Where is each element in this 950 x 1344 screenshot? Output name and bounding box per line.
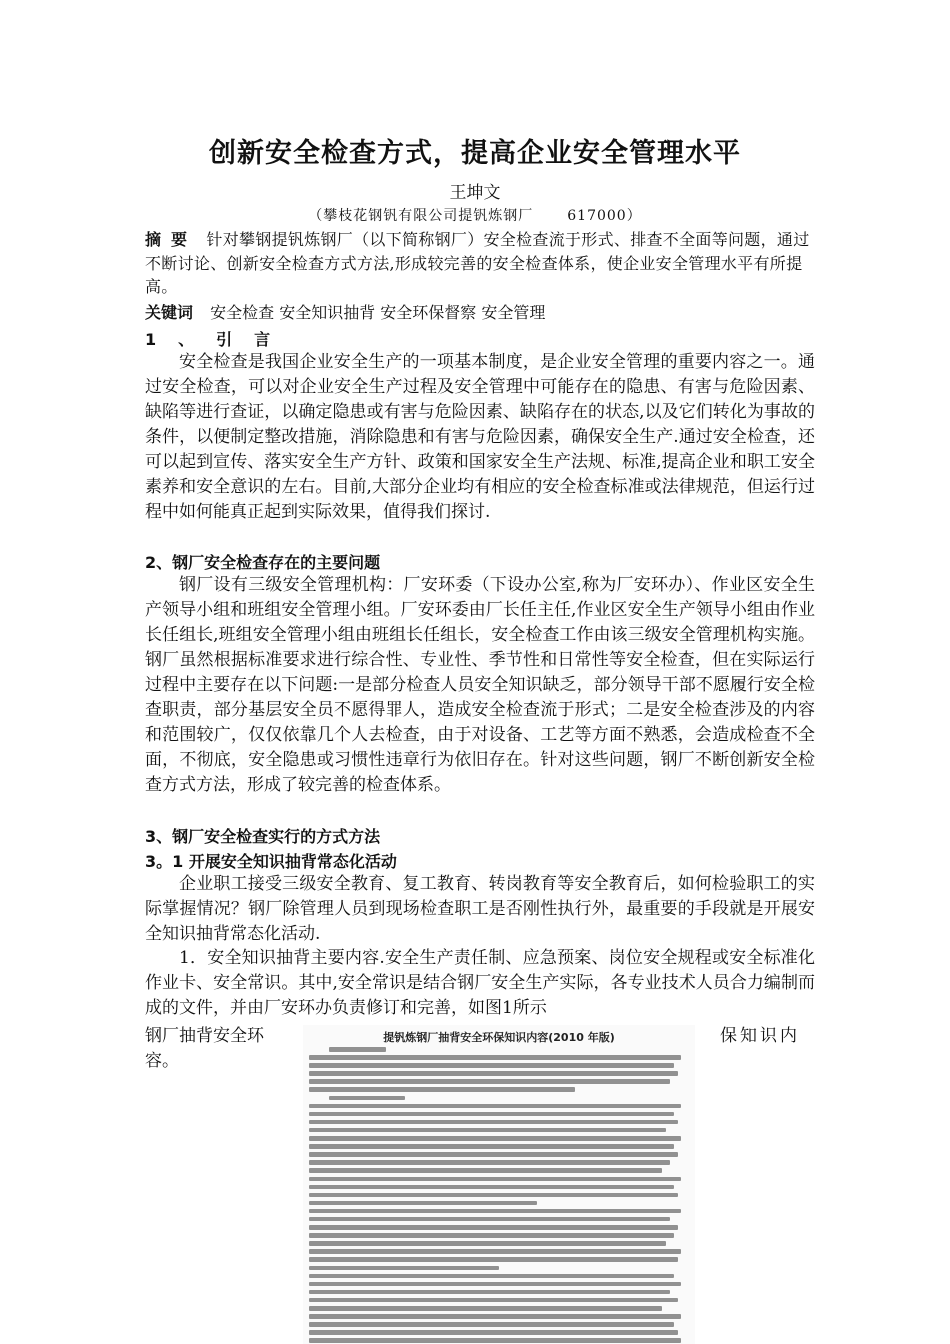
figure-text-line [309, 1201, 537, 1206]
abstract [145, 228, 815, 299]
keywords-text: 安全检查 安全知识抽背 安全环保督察 安全管理 [210, 303, 546, 322]
figure-text-line [309, 1071, 678, 1076]
section-heading-1: 1、引言 [145, 330, 271, 349]
section-heading-3: 3、钢厂安全检查实行的方式方法 [145, 827, 381, 846]
figure-text-lines [309, 1047, 689, 1344]
figure-text-line [309, 1338, 681, 1343]
figure-text-line [309, 1087, 575, 1092]
wrap-text-left: 钢厂抽背安全环 [145, 1026, 264, 1046]
wrap-text-end: 容。 [145, 1051, 179, 1071]
subsection-heading-3-1: 3。1 开展安全知识抽背常态化活动 [145, 852, 397, 871]
section-2-paragraph: 钢厂设有三级安全管理机构：厂安环委（下设办公室,称为厂安环办）、作业区安全生产领导小组和班组安全管理小组。厂安环委由厂长任主任,作业区安全生产领导小组由作业长任组长,班组安全管理小组由班组长任组长，安全检查工作由该三级安全管理机构实施。钢厂虽然根据标准要求进行综合性、专业性、季节性和日常性等安全检查，但在实际运行过程中主要存在以下问题:一是部分检查人员安全知识缺乏，部分领导干部不愿履行安全检查职责，部分基层安全员不愿得罪人，造成安全检查流于形式；二是安全检查涉及的内容和范围较广，仅仅依靠几个人去检查，由于对设备、工艺等方面不熟悉，会造成检查不全面，不彻底，安全隐患或习惯性违章行为依旧存在。针对这些问题，钢厂不断创新安全检查方式方法，形成了较完善的检查体系。 [145, 575, 815, 795]
figure-text-line [309, 1290, 670, 1295]
figure-text-line [309, 1055, 681, 1060]
figure-text-line [309, 1249, 681, 1254]
figure-text-line [309, 1168, 662, 1173]
section-3-1-paragraph: 企业职工接受三级安全教育、复工教育、转岗教育等安全教育后，如何检验职工的实际掌握情况？钢厂除管理人员到现场检查职工是否刚性执行外，最重要的手段就是开展安全知识抽背常态化活动. [145, 874, 815, 944]
figure-text-line [309, 1177, 681, 1182]
figure-text-line [309, 1282, 681, 1287]
author-name: 王坤文 [449, 183, 501, 203]
figure-text-line [309, 1063, 674, 1068]
wrap-text-right: 保知识内 [720, 1026, 800, 1046]
figure-text-line [309, 1120, 678, 1125]
section-heading-2: 2、钢厂安全检查存在的主要问题 [145, 553, 381, 572]
affiliation-name: （攀枝花钢钒有限公司提钒炼钢厂 [308, 208, 534, 224]
figure-text-line [309, 1160, 670, 1165]
figure-text-line [309, 1152, 678, 1157]
section-1-paragraph: 安全检查是我国企业安全生产的一项基本制度，是企业安全管理的重要内容之一。通过安全检查，可以对企业安全生产过程及安全管理中可能存在的隐患、有害与危险因素、缺陷等进行查证，以确定隐患或有害与危险因素、缺陷存在的状态,以及它们转化为事故的条件，以便制定整改措施，消除隐患和有害与危险因素，确保安全生产.通过安全检查，还可以起到宣传、落实安全生产方针、政策和国家安全生产法规、标准,提高企业和职工安全素养和安全意识的左右。目前,大部分企业均有相应的安全检查标准或法律规范，但运行过程中如何能真正起到实际效果，值得我们探讨. [145, 352, 815, 522]
figure-text-line [309, 1314, 681, 1319]
figure-text-line [309, 1185, 674, 1190]
figure-text-line [309, 1322, 674, 1327]
figure-text-line [309, 1209, 681, 1214]
section-3-1-paragraph-2: 1．安全知识抽背主要内容.安全生产责任制、应急预案、岗位安全规程或安全标准化作业卡、安全常识。其中,安全常识是结合钢厂安全生产实际，各专业技术人员合力编制而成的文件，并由厂安环办负责修订和完善，如图1所示 [145, 948, 815, 1018]
figure-text-line [329, 1047, 386, 1052]
figure-text-line [309, 1104, 681, 1109]
figure-text-line [309, 1079, 670, 1084]
figure-1-image [303, 1025, 695, 1344]
figure-text-line [309, 1136, 681, 1141]
keywords-label: 关键词 [145, 303, 194, 322]
keywords [145, 300, 815, 325]
figure-text-line [309, 1330, 678, 1335]
postal-code: 617000） [567, 208, 642, 224]
figure-text-line [309, 1225, 678, 1230]
figure-text-line [309, 1193, 678, 1198]
figure-title: 提钒炼钢厂抽背安全环保知识内容(2010 年版) [383, 1031, 615, 1044]
paper-title: 创新安全检查方式，提高企业安全管理水平 [209, 138, 741, 169]
figure-text-line [309, 1128, 666, 1133]
figure-text-line [309, 1241, 666, 1246]
abstract-label: 摘要 [145, 230, 198, 249]
affiliation [0, 205, 950, 225]
figure-text-line [309, 1274, 674, 1279]
figure-text-line [309, 1298, 678, 1303]
figure-text-line [309, 1144, 674, 1149]
figure-text-line [309, 1112, 674, 1117]
abstract-text: 针对攀钢提钒炼钢厂（以下简称钢厂）安全检查流于形式、排查不全面等问题，通过不断讨论、创新安全检查方式方法,形成较完善的安全检查体系，使企业安全管理水平有所提高。 [145, 230, 810, 296]
figure-text-line [309, 1233, 674, 1238]
figure-text-line [309, 1266, 499, 1271]
figure-text-line [329, 1096, 405, 1101]
figure-text-line [309, 1217, 670, 1222]
figure-text-line [309, 1257, 678, 1262]
figure-text-line [309, 1306, 662, 1311]
